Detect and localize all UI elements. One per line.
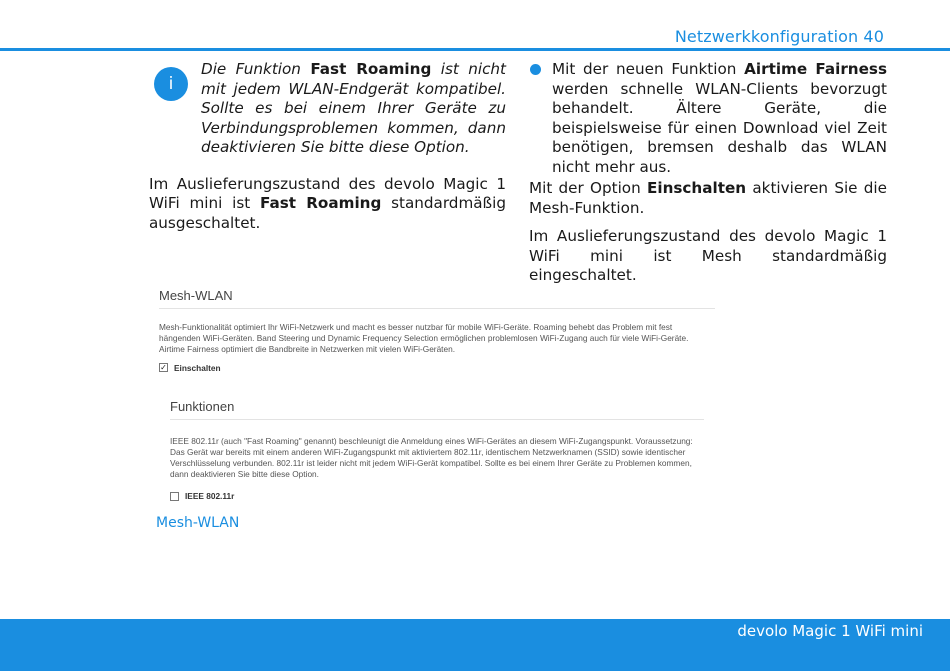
functions-title: Funktionen: [170, 398, 235, 414]
left-column: [149, 60, 506, 233]
mesh-default-paragraph: Im Auslieferungszustand des devolo Magic 1 WiFi mini ist Mesh standardmäßig eingeschaltet.: [529, 227, 887, 284]
right-column: [529, 60, 887, 286]
info-note: [149, 60, 506, 158]
panel-divider: [159, 308, 715, 309]
bullet-dot-icon: [530, 64, 541, 75]
header-rule: [0, 48, 950, 51]
page-header-title: Netzwerkkonfiguration 40: [674, 27, 884, 46]
enable-mesh-checkbox[interactable]: ✓: [160, 363, 167, 373]
einschalten-paragraph: Mit der Option Einschalten aktivieren Sie die Mesh-Funktion.: [529, 179, 887, 217]
functions-divider: [170, 419, 704, 420]
fast-roaming-term: Fast Roaming: [259, 194, 382, 212]
ieee-80211r-label: IEEE 802.11r: [185, 491, 235, 502]
mesh-wlan-panel-title: Mesh-WLAN: [159, 288, 233, 303]
airtime-fairness-term: Airtime Fairness: [744, 60, 887, 78]
mesh-description: Mesh-Funktionalität optimiert Ihr WiFi-Netzwerk und macht es besser nutzbar für mobile WiFi-Geräte. Roaming behebt das Problem mit fest hängenden WiFi-Geräten. Band Steering und Dynamic Frequency Selection ermöglichen problemlosen WiFi-Zugang auch für viele WiFi-Geräte. Airtime Fairness optimiert die Bandbreite in Netzwerken mit vielen WiFi-Geräten.: [159, 322, 689, 355]
figure-caption: Mesh-WLAN: [156, 515, 240, 531]
enable-mesh-label: Einschalten: [174, 362, 221, 373]
ieee-80211r-row[interactable]: [170, 491, 704, 501]
functions-section: [170, 399, 704, 502]
enable-mesh-row[interactable]: [159, 363, 715, 373]
ieee-80211r-checkbox[interactable]: [170, 492, 179, 501]
airtime-fairness-bullet: Mit der neuen Funktion Airtime Fairness werden schnelle WLAN-Clients bevorzugt behandelt. Ältere Geräte, die beispielsweise für einen Download viel Zeit benötigen, bremsen deshalb das WLAN nicht mehr aus.: [529, 60, 887, 177]
info-note-text: Die Funktion Fast Roaming ist nicht mit jedem WLAN-Endgerät kompatibel. Sollte es bei einem Ihrer Geräte zu Verbindungsproblemen kommen, dann deaktivieren Sie bitte diese Option.: [201, 60, 506, 156]
fast-roaming-default-paragraph: Im Auslieferungszustand des devolo Magic 1 WiFi mini ist Fast Roaming standardmäßig ausgeschaltet.: [149, 174, 506, 232]
fast-roaming-term: Fast Roaming: [310, 60, 432, 78]
footer-product-name: devolo Magic 1 WiFi mini: [737, 622, 923, 640]
functions-description: IEEE 802.11r (auch "Fast Roaming" genannt) beschleunigt die Anmeldung eines WiFi-Gerätes an diesem WiFi-Zugangspunkt. Voraussetzung: Das Gerät war bereits mit einem anderen WiFi-Zugangspunkt mit aktiviertem 802.11r, identischem Netzwerknamen (SSID) sowie identischer Verschlüsselung verbunden. 802.11r ist leider nicht mit jedem WiFi-Gerät kompatibel. Sollte es bei einem Ihrer Geräte zu Problemen kommen, dann deaktivieren Sie bitte diese Option.: [170, 435, 693, 480]
mesh-wlan-screenshot: [159, 288, 715, 501]
info-icon: i: [154, 67, 188, 101]
einschalten-term: Einschalten: [647, 179, 747, 197]
